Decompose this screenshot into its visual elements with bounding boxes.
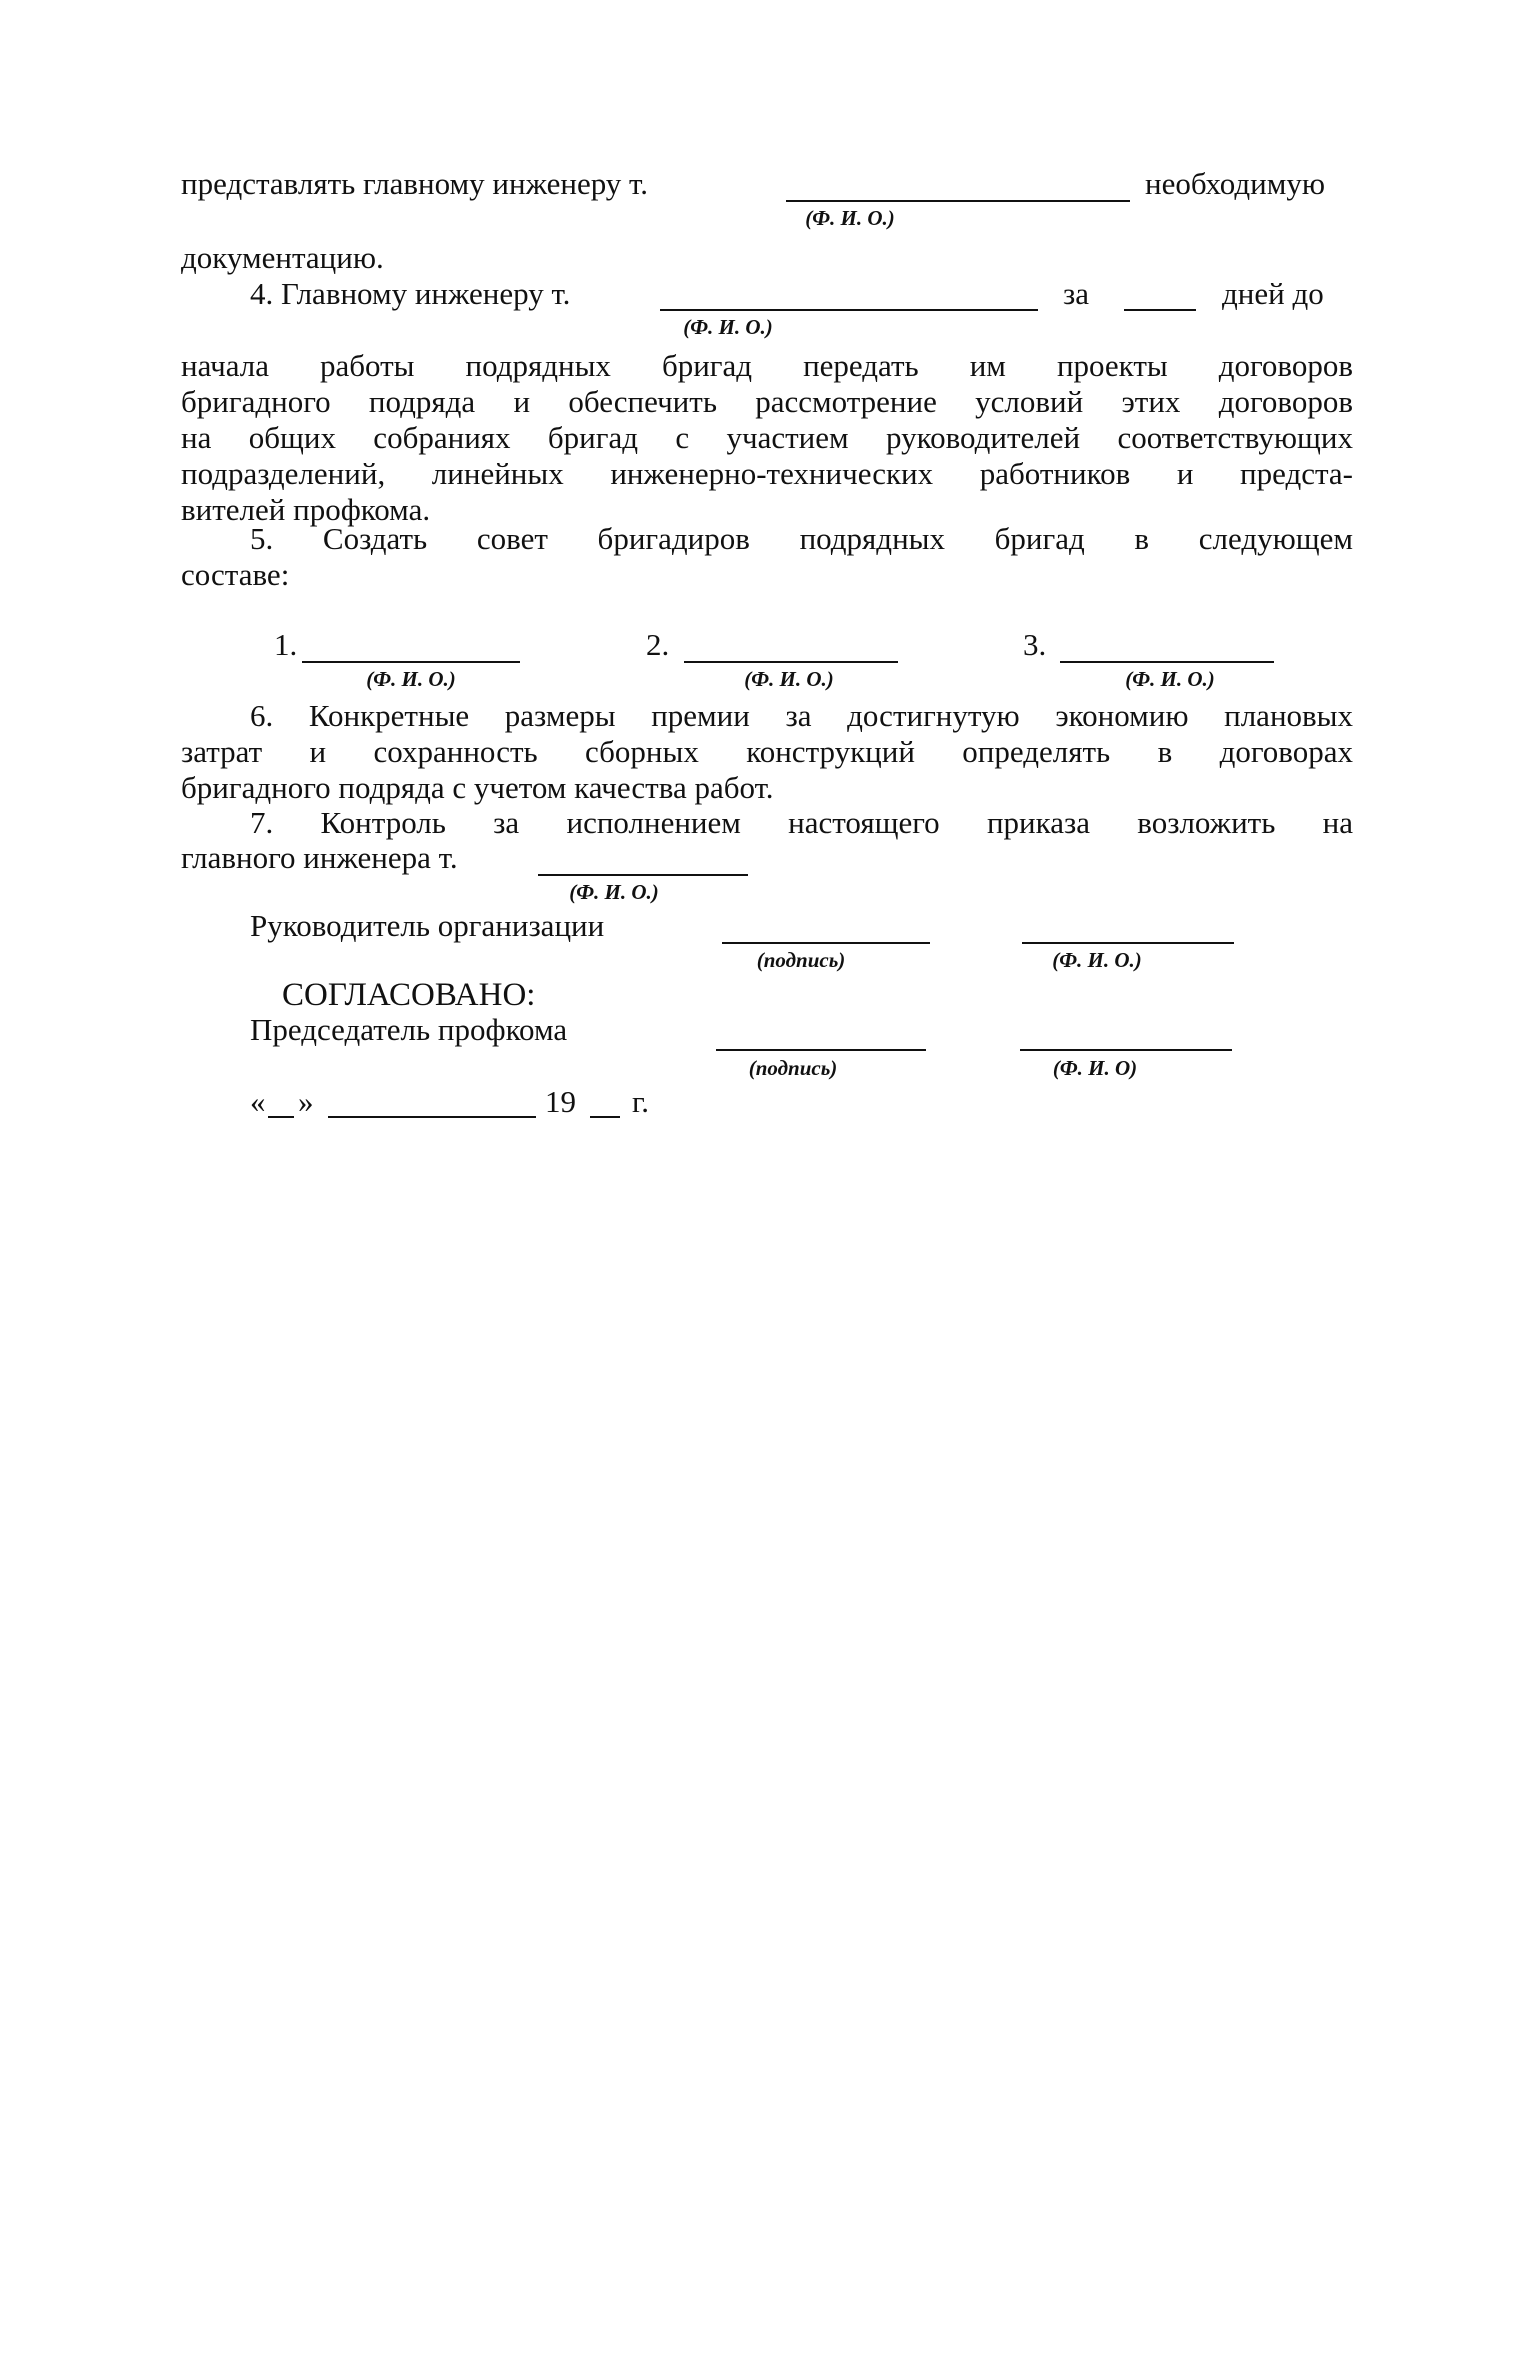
fio-caption: (Ф. И. О)	[1052, 1056, 1138, 1080]
paragraph-6: 6. Конкретные размеры премии за достигнутую экономию плановых	[250, 698, 1353, 733]
fio-blank	[684, 661, 898, 663]
days-blank	[1124, 309, 1196, 311]
fio-blank	[786, 200, 1130, 202]
signature-caption: (подпись)	[748, 1056, 838, 1080]
fio-blank	[660, 309, 1038, 311]
fio-caption: (Ф. И. О.)	[569, 880, 659, 904]
text-line: составе:	[181, 557, 290, 592]
council-number: 2.	[646, 627, 670, 662]
text-line: необходимую	[1145, 166, 1326, 201]
paragraph-4-start: 4. Главному инженеру т.	[250, 276, 571, 311]
paragraph-5: 5. Создать совет бригадиров подрядных бригад в следующем	[250, 521, 1353, 556]
fio-blank	[1022, 942, 1234, 944]
fio-caption: (Ф. И. О.)	[1052, 948, 1142, 972]
fio-blank	[302, 661, 520, 663]
day-blank	[268, 1116, 294, 1118]
text-line: вителей профкома.	[181, 492, 431, 527]
fio-caption: (Ф. И. О.)	[366, 667, 456, 691]
text-line: на общих собраниях бригад с участием руководителей соответствующих	[181, 420, 1353, 455]
date-year-prefix: 19	[545, 1084, 576, 1119]
text-line: за	[1063, 276, 1090, 311]
head-of-organization-label: Руководитель организации	[250, 908, 605, 943]
fio-caption: (Ф. И. О.)	[683, 315, 773, 339]
union-chairman-label: Председатель профкома	[250, 1012, 568, 1047]
date-quote-open: «	[250, 1084, 266, 1119]
council-number: 3.	[1023, 627, 1047, 662]
agreed-heading: СОГЛАСОВАНО:	[282, 977, 536, 1013]
text-line: документацию.	[181, 240, 384, 275]
text-line: представлять главному инженеру т.	[181, 166, 649, 201]
text-line: дней до	[1222, 276, 1324, 311]
year-blank	[590, 1116, 620, 1118]
text-line: бригадного подряда с учетом качества работ.	[181, 770, 774, 805]
fio-blank	[1060, 661, 1274, 663]
signature-caption: (подпись)	[756, 948, 846, 972]
fio-blank	[538, 874, 748, 876]
date-year-suffix: г.	[632, 1084, 649, 1119]
text-line: бригадного подряда и обеспечить рассмотрение условий этих договоров	[181, 384, 1353, 419]
fio-caption: (Ф. И. О.)	[805, 206, 895, 230]
text-line: главного инженера т.	[181, 840, 458, 875]
date-quote-close: »	[298, 1084, 314, 1119]
text-line: затрат и сохранность сборных конструкций определять в договорах	[181, 734, 1353, 769]
fio-caption: (Ф. И. О.)	[1125, 667, 1215, 691]
council-number: 1.	[274, 627, 298, 662]
fio-blank	[1020, 1049, 1232, 1051]
signature-blank	[722, 942, 930, 944]
text-line: подразделений, линейных инженерно-технических работников и предста-	[181, 456, 1353, 491]
fio-caption: (Ф. И. О.)	[744, 667, 834, 691]
month-blank	[328, 1116, 536, 1118]
paragraph-7: 7. Контроль за исполнением настоящего приказа возложить на	[250, 805, 1353, 840]
signature-blank	[716, 1049, 926, 1051]
text-line: начала работы подрядных бригад передать им проекты договоров	[181, 348, 1353, 383]
